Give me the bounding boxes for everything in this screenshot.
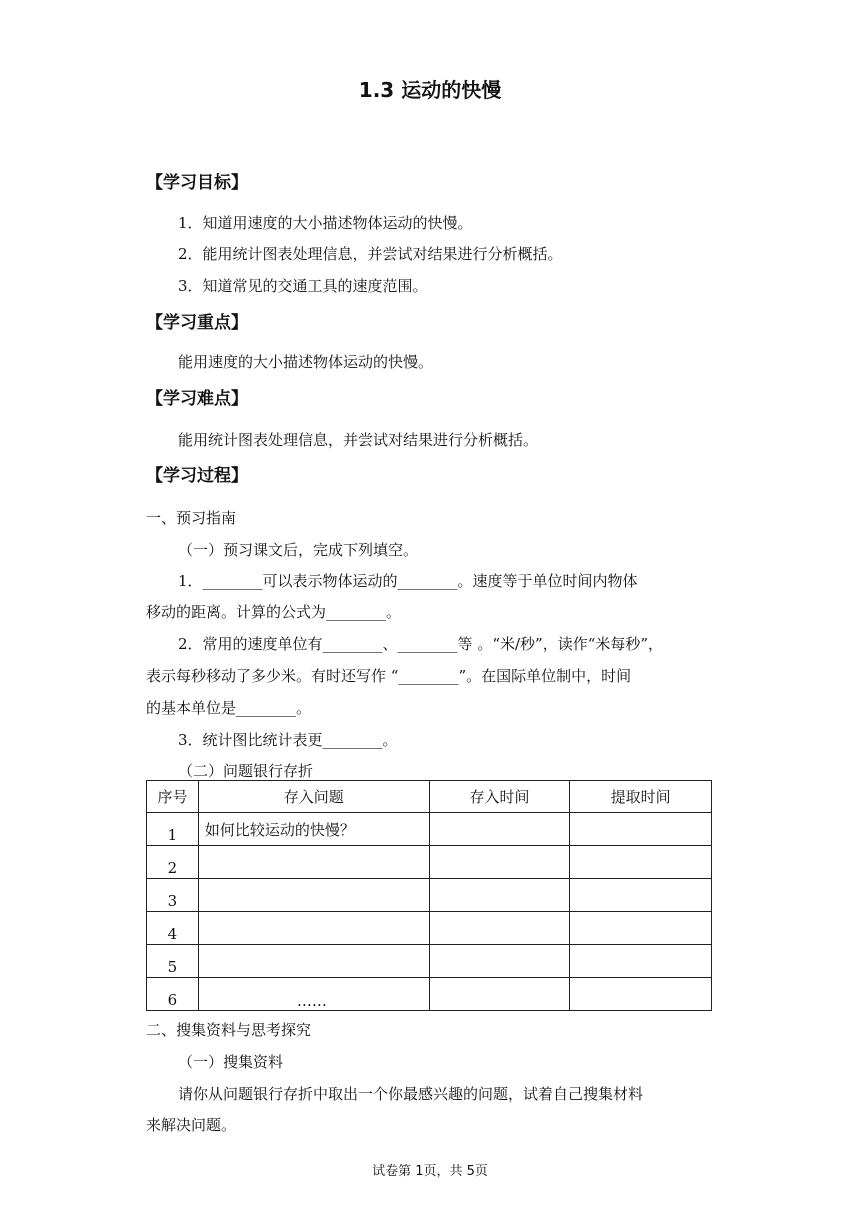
part2-text-line-1: 请你从问题银行存折中取出一个你最感兴趣的问题，试着自己搜集材料 <box>178 1085 644 1103</box>
part2-text-line-2: 来解决问题。 <box>146 1116 237 1134</box>
question-1-line-2: 移动的距离。计算的公式为________。 <box>146 603 402 621</box>
question-3: 3．统计图比统计表更________。 <box>178 731 398 749</box>
part2-sub1: （一）搜集资料 <box>178 1053 284 1071</box>
difficulty-heading: 【学习难点】 <box>146 389 248 409</box>
row-question: …… <box>198 978 429 1011</box>
goals-heading: 【学习目标】 <box>146 173 248 193</box>
row-deposit-time <box>429 978 570 1011</box>
row-number: 3 <box>147 879 199 912</box>
row-deposit-time <box>429 912 570 945</box>
question-2-line-2: 表示每秒移动了多少米。有时还写作 “________”。在国际单位制中，时间 <box>146 667 632 685</box>
row-deposit-time <box>429 813 570 846</box>
row-withdraw-time <box>570 846 712 879</box>
table-header-row <box>147 781 712 813</box>
row-number: 5 <box>147 945 199 978</box>
row-withdraw-time <box>570 978 712 1011</box>
table-row <box>147 879 712 912</box>
row-question <box>198 945 429 978</box>
row-number: 4 <box>147 912 199 945</box>
page-title: 1.3 运动的快慢 <box>358 78 502 102</box>
part1-title: 一、预习指南 <box>146 509 237 527</box>
row-withdraw-time <box>570 912 712 945</box>
table-row <box>147 945 712 978</box>
goal-item-1: 1．知道用速度的大小描述物体运动的快慢。 <box>178 214 473 232</box>
row-deposit-time <box>429 945 570 978</box>
row-question: 如何比较运动的快慢？ <box>198 813 429 846</box>
table-row <box>147 978 712 1011</box>
header-question: 存入问题 <box>198 781 429 813</box>
goal-item-2: 2．能用统计图表处理信息，并尝试对结果进行分析概括。 <box>178 245 563 263</box>
row-question <box>198 912 429 945</box>
question-2-line-3: 的基本单位是________。 <box>146 699 312 717</box>
part2-title: 二、搜集资料与思考探究 <box>146 1021 312 1039</box>
row-deposit-time <box>429 879 570 912</box>
row-number: 2 <box>147 846 199 879</box>
key-point-text: 能用速度的大小描述物体运动的快慢。 <box>178 353 434 371</box>
difficulty-text: 能用统计图表处理信息，并尝试对结果进行分析概括。 <box>178 431 539 449</box>
row-number: 1 <box>147 813 199 846</box>
row-deposit-time <box>429 846 570 879</box>
part1-sub1: （一）预习课文后，完成下列填空。 <box>178 541 419 559</box>
table-row <box>147 813 712 846</box>
row-withdraw-time <box>570 813 712 846</box>
row-number: 6 <box>147 978 199 1011</box>
part1-sub2: （二）问题银行存折 <box>178 762 314 780</box>
question-bank-table <box>146 780 712 1011</box>
table-row <box>147 912 712 945</box>
table-row <box>147 846 712 879</box>
header-deposit-time: 存入时间 <box>429 781 570 813</box>
row-withdraw-time <box>570 945 712 978</box>
page-footer: 试卷第 1页，共 5页 <box>372 1164 488 1179</box>
row-withdraw-time <box>570 879 712 912</box>
header-withdraw-time: 提取时间 <box>570 781 712 813</box>
key-point-heading: 【学习重点】 <box>146 313 248 333</box>
header-number: 序号 <box>147 781 199 813</box>
question-1-line-1: 1．________可以表示物体运动的________。速度等于单位时间内物体 <box>178 572 638 590</box>
question-2-line-1: 2．常用的速度单位有________、________等 。“米/秒”，读作“米每秒”， <box>178 635 664 653</box>
row-question <box>198 846 429 879</box>
process-heading: 【学习过程】 <box>146 466 248 486</box>
goal-item-3: 3．知道常见的交通工具的速度范围。 <box>178 277 428 295</box>
row-question <box>198 879 429 912</box>
